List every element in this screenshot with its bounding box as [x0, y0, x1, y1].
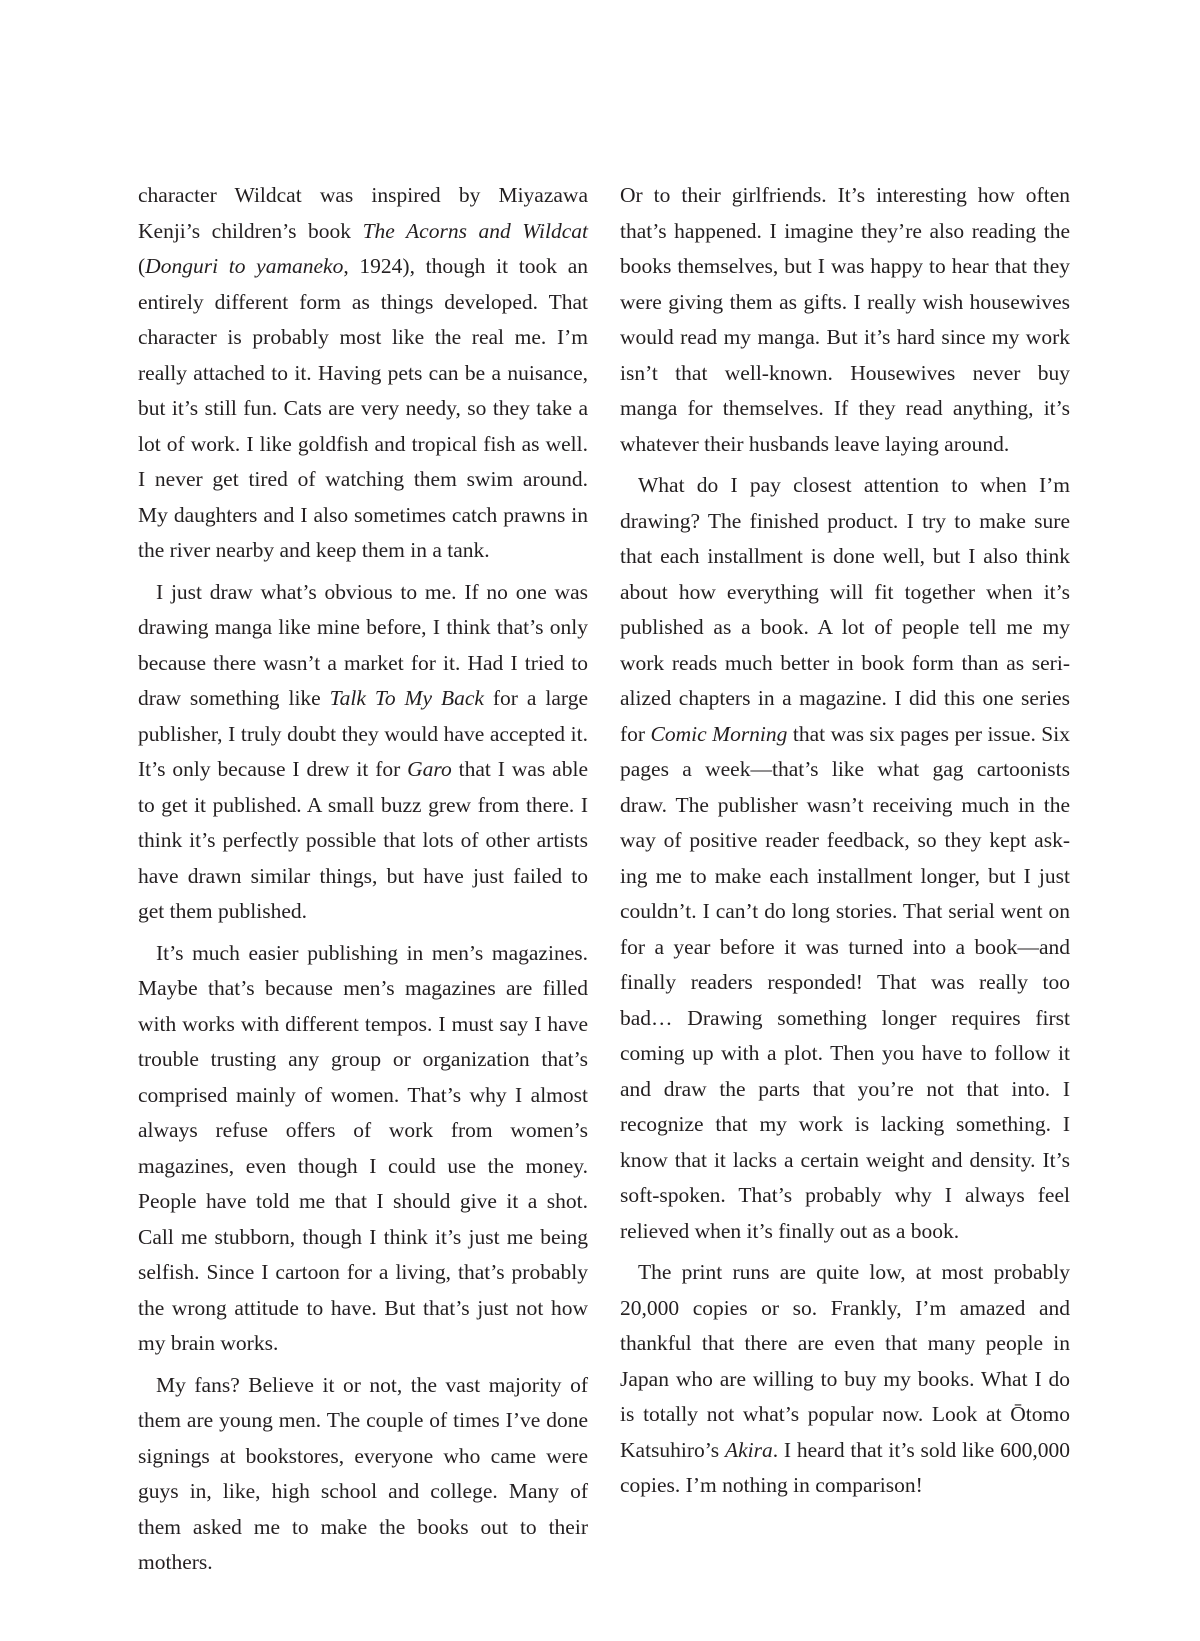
- text-run: I just draw what’s obvious to me. If no one was drawing manga like mine before, I think that’s only because there wasn’t a market for it. Had I tried to draw something like: [138, 579, 588, 710]
- left-column: [138, 178, 588, 1581]
- paragraph-obvious: [138, 575, 588, 930]
- paragraph-fans: My fans? Believe it or not, the vast majority of them are young men. The couple of times I’ve done signings at bookstores, everyone who came were guys in, like, high school and college. Many of them asked me to make the books out to their mothers.: [138, 1372, 588, 1574]
- text-run: that I was able to get it published. A small buzz grew from there. I think it’s perfectly possible that lots of other artists have drawn similar things, but have just failed to get them published.: [138, 757, 588, 923]
- magazine-title: Comic Morning: [650, 721, 788, 746]
- text-run: that was six pages per issue. Six pages a week—that’s like what gag cartoonists draw. The publisher wasn’t receiving much in the way of positive reader feedback, so they kept asking me to make each installment longer, but I just couldn’t. I can’t do long stories. That serial went on for a year before it was turned into a book—and finally readers responded! That was really too bad… Drawing something longer requires first coming up with a plot. Then you have to follow it and draw the parts that you’re not that into. I recognize that my work is lacking something. I know that it lacks a certain weight and density. It’s soft-spoken. That’s probably why I always feel relieved when it’s finally out as a book.: [620, 721, 1070, 1243]
- paragraph-attention: [620, 468, 1070, 1249]
- text-run: , 1924), though it took an entirely different form as things developed. That character is probably most like the real me. I’m really attached to it. Having pets can be a nuisance, but it’s still fun. Cats are very needy, so they take a lot of work. I like goldfish and tropical fish as well. I never get tired of watching them swim around. My daughters and I also sometimes catch prawns in the river nearby and keep them in a tank.: [138, 254, 588, 562]
- book-title: Akira: [724, 1437, 773, 1462]
- text-run: character Wildcat was inspired by Miyazawa Kenji’s children’s book: [138, 183, 588, 243]
- text-run: The print runs are quite low, at most probably 20,000 copies or so. Frankly, I’m amazed and thankful that there are even that many people in Japan who are willing to buy my books. What I do is totally not what’s popular now. Look at Ōtomo Katsuhiro’s: [620, 1260, 1070, 1462]
- paragraph-girlfriends: Or to their girlfriends. It’s interesting how often that’s happened. I imagine they’re also reading the books themselves, but I was happy to hear that they were giving them as gifts. I really wish housewives would read my manga. But it’s hard since my work isn’t that well-known. Housewives never buy manga for themselves. If they read anything, it’s whatever their husbands leave laying around.: [620, 183, 1070, 456]
- right-column: [620, 178, 1070, 1581]
- text-run: for a large publisher, I truly doubt they would have accepted it. It’s only because I drew it for: [138, 686, 588, 781]
- text-run: What do I pay closest attention to when I’m drawing? The finished product. I try to make sure that each installment is done well, but I also think about how everything will fit together when it’s published as a book. A lot of people tell me my work reads much better in book form than as serialized chapters in a magazine. I did this one series for: [620, 473, 1070, 746]
- book-page: [138, 178, 1070, 1581]
- book-title: The Acorns and Wildcat: [362, 218, 588, 243]
- paragraph-print-runs: [620, 1255, 1070, 1504]
- book-title: Talk To My Back: [329, 686, 484, 710]
- paragraph-mens-magazines: It’s much easier publishing in men’s magazines. Maybe that’s because men’s magazines are filled with works with different tempos. I must say I have trouble trusting any group or organization that’s comprised mainly of women. That’s why I almost always refuse offers of work from women’s magazines, even though I could use the money. People have told me that I should give it a shot. Call me stubborn, though I think it’s just me being selfish. Since I cartoon for a living, that’s probably the wrong attitude to have. But that’s just not how my brain works.: [138, 940, 588, 1355]
- book-title: Donguri to yamaneko: [145, 254, 344, 278]
- text-run: . I heard that it’s sold like 600,000 copies. I’m nothing in comparison!: [620, 1437, 1071, 1497]
- magazine-title: Garo: [407, 757, 452, 781]
- paragraph-wildcat: [138, 178, 588, 569]
- text-run: (: [138, 254, 146, 278]
